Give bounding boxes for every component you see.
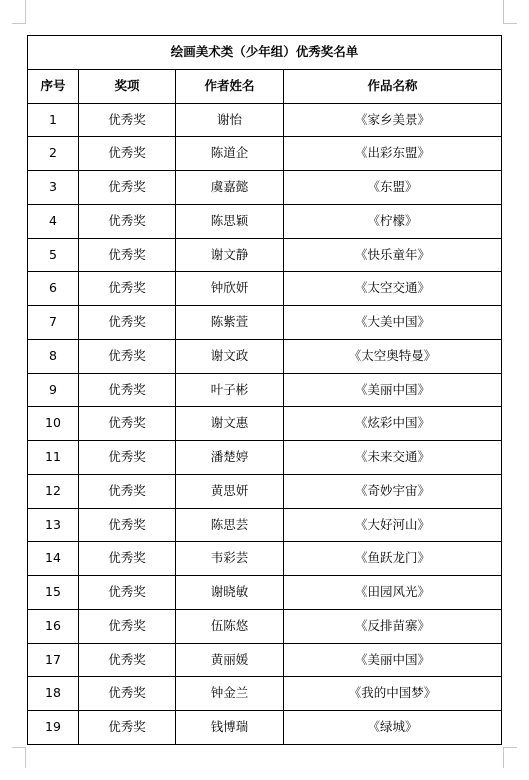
column-header-work-title: 作品名称: [284, 69, 502, 103]
cell-number: 8: [28, 339, 79, 373]
cell-number: 4: [28, 204, 79, 238]
cell-award: 优秀奖: [79, 204, 176, 238]
cell-number: 9: [28, 373, 79, 407]
cell-work-title: 《大美中国》: [284, 306, 502, 340]
table-row: [28, 576, 502, 610]
cell-number: 5: [28, 238, 79, 272]
table-row: [28, 474, 502, 508]
cell-author: 伍陈悠: [176, 609, 284, 643]
cell-work-title: 《美丽中国》: [284, 643, 502, 677]
cell-author: 黄丽媛: [176, 643, 284, 677]
cell-number: 18: [28, 677, 79, 711]
cell-number: 19: [28, 711, 79, 745]
table-row: [28, 238, 502, 272]
table-row: [28, 677, 502, 711]
table-title: 绘画美术类（少年组）优秀奖名单: [28, 36, 502, 70]
table-row: [28, 542, 502, 576]
table-row: [28, 306, 502, 340]
cell-work-title: 《柠檬》: [284, 204, 502, 238]
table-row: [28, 441, 502, 475]
cell-author: 陈思芸: [176, 508, 284, 542]
cell-author: 钱博瑞: [176, 711, 284, 745]
cell-work-title: 《奇妙宇宙》: [284, 474, 502, 508]
cell-work-title: 《快乐童年》: [284, 238, 502, 272]
cell-award: 优秀奖: [79, 339, 176, 373]
table-row: [28, 643, 502, 677]
page-corner-mark-bottom-right: [503, 747, 517, 768]
cell-award: 优秀奖: [79, 643, 176, 677]
table-row: [28, 407, 502, 441]
cell-award: 优秀奖: [79, 238, 176, 272]
cell-author: 陈思颖: [176, 204, 284, 238]
table-row: [28, 339, 502, 373]
cell-award: 优秀奖: [79, 609, 176, 643]
column-header-number: 序号: [28, 69, 79, 103]
cell-work-title: 《炫彩中国》: [284, 407, 502, 441]
cell-award: 优秀奖: [79, 171, 176, 205]
table-row: [28, 204, 502, 238]
table-row: [28, 103, 502, 137]
cell-author: 黄思妍: [176, 474, 284, 508]
cell-work-title: 《出彩东盟》: [284, 137, 502, 171]
cell-number: 10: [28, 407, 79, 441]
cell-number: 11: [28, 441, 79, 475]
cell-work-title: 《绿城》: [284, 711, 502, 745]
page-corner-mark-top-right: [503, 0, 517, 24]
cell-award: 优秀奖: [79, 711, 176, 745]
cell-work-title: 《鱼跃龙门》: [284, 542, 502, 576]
cell-award: 优秀奖: [79, 677, 176, 711]
cell-number: 16: [28, 609, 79, 643]
cell-work-title: 《东盟》: [284, 171, 502, 205]
cell-author: 谢文静: [176, 238, 284, 272]
cell-award: 优秀奖: [79, 306, 176, 340]
cell-number: 13: [28, 508, 79, 542]
cell-number: 17: [28, 643, 79, 677]
table-row: [28, 373, 502, 407]
cell-award: 优秀奖: [79, 272, 176, 306]
cell-award: 优秀奖: [79, 373, 176, 407]
table-row: [28, 137, 502, 171]
cell-author: 谢晓敏: [176, 576, 284, 610]
cell-work-title: 《太空奥特曼》: [284, 339, 502, 373]
cell-number: 2: [28, 137, 79, 171]
table-body: [28, 103, 502, 744]
cell-work-title: 《我的中国梦》: [284, 677, 502, 711]
cell-work-title: 《家乡美景》: [284, 103, 502, 137]
column-header-award: 奖项: [79, 69, 176, 103]
cell-award: 优秀奖: [79, 508, 176, 542]
cell-number: 6: [28, 272, 79, 306]
cell-award: 优秀奖: [79, 542, 176, 576]
cell-number: 3: [28, 171, 79, 205]
table-row: [28, 711, 502, 745]
cell-author: 谢怡: [176, 103, 284, 137]
cell-author: 陈道企: [176, 137, 284, 171]
cell-work-title: 《美丽中国》: [284, 373, 502, 407]
table-row: [28, 272, 502, 306]
cell-work-title: 《反排苗寨》: [284, 609, 502, 643]
cell-award: 优秀奖: [79, 137, 176, 171]
table-row: [28, 508, 502, 542]
cell-number: 1: [28, 103, 79, 137]
cell-author: 谢文政: [176, 339, 284, 373]
cell-author: 钟欣妍: [176, 272, 284, 306]
column-header-author: 作者姓名: [176, 69, 284, 103]
table-header-row: [28, 69, 502, 103]
cell-work-title: 《田园风光》: [284, 576, 502, 610]
cell-work-title: 《大好河山》: [284, 508, 502, 542]
cell-award: 优秀奖: [79, 576, 176, 610]
page-corner-mark-bottom-left: [12, 747, 26, 768]
table-title-row: [28, 36, 502, 70]
cell-number: 12: [28, 474, 79, 508]
cell-author: 韦彩芸: [176, 542, 284, 576]
cell-author: 谢文惠: [176, 407, 284, 441]
table-row: [28, 609, 502, 643]
cell-number: 7: [28, 306, 79, 340]
cell-author: 潘楚婷: [176, 441, 284, 475]
cell-author: 陈紫萱: [176, 306, 284, 340]
cell-author: 虞嘉懿: [176, 171, 284, 205]
table-row: [28, 171, 502, 205]
award-list-table: [27, 35, 502, 745]
cell-author: 钟金兰: [176, 677, 284, 711]
cell-number: 15: [28, 576, 79, 610]
page-corner-mark-top-left: [12, 0, 26, 24]
cell-award: 优秀奖: [79, 474, 176, 508]
cell-award: 优秀奖: [79, 103, 176, 137]
cell-work-title: 《未来交通》: [284, 441, 502, 475]
cell-award: 优秀奖: [79, 407, 176, 441]
cell-work-title: 《太空交通》: [284, 272, 502, 306]
cell-award: 优秀奖: [79, 441, 176, 475]
cell-author: 叶子彬: [176, 373, 284, 407]
cell-number: 14: [28, 542, 79, 576]
